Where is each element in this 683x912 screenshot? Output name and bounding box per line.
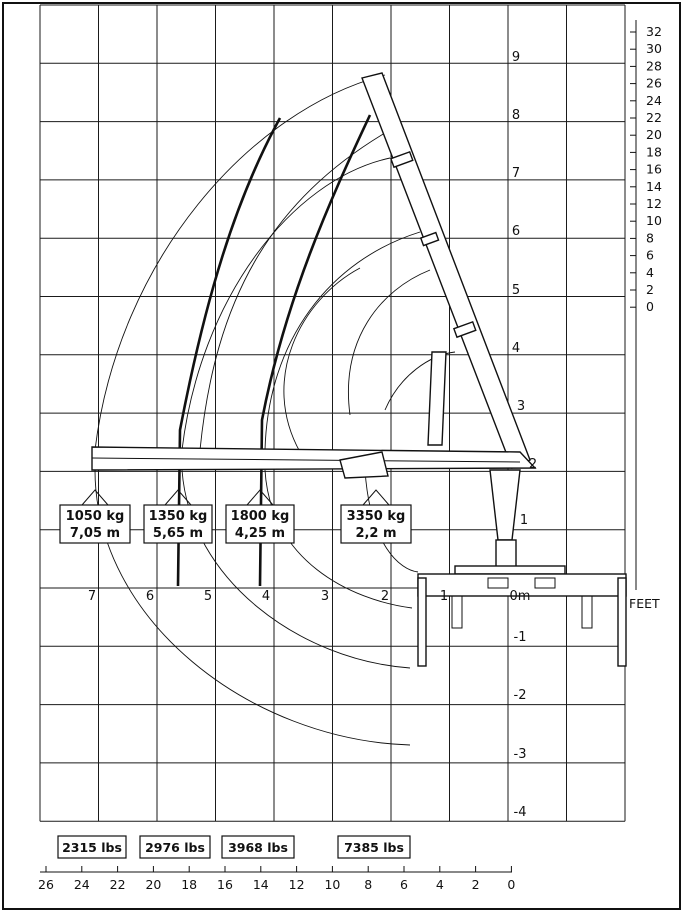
feet-bottom-label: 18 (181, 877, 198, 892)
feet-bottom-label: 6 (400, 877, 408, 892)
capacity-lbs-boxes (58, 836, 410, 858)
reach-arc-4-upper (348, 270, 430, 415)
turret-plate (455, 566, 565, 574)
metre-y-tick-7: 7 (511, 166, 521, 181)
capacity-reach-1800: 4,25 m (234, 526, 286, 541)
lbs-value-2976: 2976 lbs (145, 840, 205, 855)
capacity-reach-1350: 5,65 m (152, 526, 204, 541)
feet-axis-right (630, 20, 662, 590)
feet-right-label: 6 (646, 247, 654, 263)
metre-x-tick-6: 6 (145, 589, 155, 604)
metre-x-tick-0: 0m (509, 589, 531, 604)
metre-y-tick-1: 1 (519, 513, 529, 528)
reach-arc-2-lower (182, 470, 410, 668)
feet-bottom-label: 20 (145, 877, 162, 892)
feet-bottom-label: 2 (471, 877, 480, 892)
metre-x-tick-1: 1 (439, 589, 449, 604)
stabilizer-right (582, 596, 592, 628)
metre-y-tick-3: 3 (516, 399, 526, 414)
capacity-arrow-1050 (82, 490, 108, 505)
feet-right-label: 10 (646, 213, 662, 229)
reach-arc-3-upper (265, 232, 420, 450)
feet-right-label: 16 (646, 161, 662, 177)
metre-y-tick-8: 8 (511, 108, 521, 123)
feet-bottom-label: 0 (507, 877, 516, 892)
feet-bottom-label: 12 (288, 877, 305, 892)
boom-raised (362, 73, 530, 468)
metre-y-tick-neg1: -1 (513, 630, 527, 645)
metre-y-tick-neg2: -2 (513, 688, 527, 703)
feet-right-label: 20 (646, 127, 662, 143)
metre-y-tick-neg3: -3 (513, 747, 527, 762)
cylinder-raised (428, 352, 446, 445)
outrigger-right (618, 578, 626, 666)
lbs-value-2315: 2315 lbs (62, 840, 122, 855)
capacity-3350 (341, 490, 411, 543)
capacity-load-1350: 1350 kg (148, 509, 208, 524)
capacity-labels (60, 490, 411, 543)
feet-right-label: 22 (646, 110, 662, 125)
metre-y-tick-9: 9 (511, 50, 521, 65)
stabilizer-left (452, 596, 462, 628)
feet-right-label: 4 (646, 264, 654, 280)
metre-x-tick-5: 5 (203, 589, 213, 604)
feet-right-label: 30 (646, 41, 662, 57)
feet-right-label: 24 (646, 92, 662, 108)
crane-drawing (92, 73, 626, 666)
reach-arc-outer-upper (95, 75, 385, 450)
feet-bottom-label: 22 (109, 877, 126, 892)
capacity-load-1050: 1050 kg (65, 509, 125, 524)
outrigger-left (418, 578, 426, 666)
feet-axis-bottom (38, 866, 515, 892)
feet-right-label: 28 (646, 58, 662, 74)
feet-right-label: 14 (646, 178, 662, 194)
feet-bottom-label: 24 (73, 877, 90, 892)
metre-x-tick-7: 7 (87, 589, 97, 604)
chart-grid (40, 5, 625, 821)
feet-right-label: 12 (646, 196, 662, 211)
capacity-load-3350: 3350 kg (346, 509, 406, 524)
feet-right-label: 0 (646, 299, 654, 315)
feet-right-label: 32 (646, 24, 662, 39)
metre-y-tick-4: 4 (511, 341, 521, 356)
metre-y-tick-neg4: -4 (513, 805, 527, 820)
reach-arc-2-upper (182, 158, 390, 450)
metre-y-tick-2: 2 (528, 457, 538, 472)
lbs-value-7385: 7385 lbs (344, 840, 404, 855)
capacity-arrow-3350 (363, 490, 389, 505)
feet-bottom-label: 26 (38, 877, 54, 892)
feet-right-label: 18 (646, 144, 662, 160)
capacity-load-1800: 1800 kg (230, 509, 290, 524)
feet-right-label: 26 (646, 75, 662, 91)
feet-bottom-label: 16 (217, 877, 233, 892)
metre-x-tick-3: 3 (320, 589, 330, 604)
capacity-reach-1050: 7,05 m (69, 526, 121, 541)
feet-bottom-label: 8 (364, 877, 373, 892)
metre-y-tick-6: 6 (511, 224, 521, 239)
feet-bottom-label: 14 (252, 877, 269, 892)
capacity-reach-3350: 2,2 m (355, 526, 397, 541)
metre-x-tick-2: 2 (380, 589, 390, 604)
lbs-value-3968: 3968 lbs (228, 840, 288, 855)
metre-x-tick-4: 4 (261, 589, 271, 604)
feet-right-label: 2 (646, 282, 654, 297)
feet-bottom-label: 4 (435, 877, 444, 892)
feet-unit-label: FEET (629, 596, 660, 611)
feet-right-label: 8 (646, 230, 654, 246)
feet-bottom-label: 10 (324, 877, 341, 892)
metre-y-tick-5: 5 (511, 283, 521, 298)
capacity-1050 (60, 490, 130, 543)
reach-arc-5 (200, 130, 390, 450)
